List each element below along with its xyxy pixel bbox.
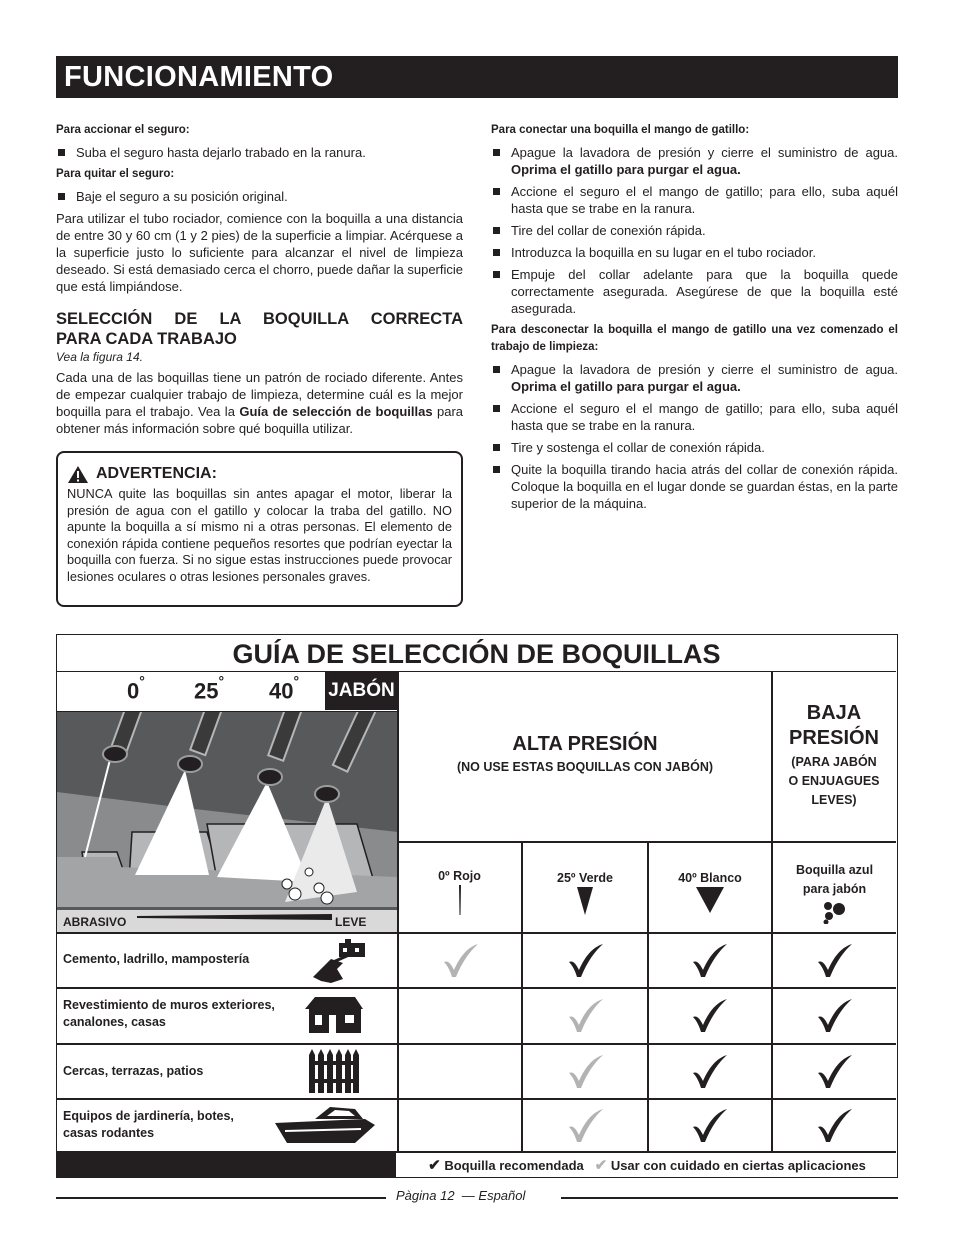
section-title: FUNCIONAMIENTO [64,60,334,93]
high-pressure-header [398,733,772,774]
zero-degree-spray-icon [455,885,465,915]
angle-header [57,671,398,712]
disconnect-label: Para desconectar la boquilla el mango de gatillo una vez comenzado el trabajo de limpieza: [491,324,898,353]
nozzle-25-green [523,843,647,933]
row-label-equipment: Equipos de jardinería, botes, casas rodantes [63,1109,234,1140]
connect-item: Introduzca la boquilla en su lugar en el tubo rociador. [491,244,898,261]
row-label-cement: Cemento, ladrillo, mampostería [63,952,250,966]
recommended-check-icon [814,1053,854,1089]
nozzle-0-red [398,843,521,933]
low-pressure-header [772,701,896,810]
low-pressure-title-2: PRESIÓN [788,727,880,749]
nozzle-soap-blue [773,843,896,933]
caution-check-icon [565,1053,605,1089]
legend-ok-text: Boquilla recomendada [444,1158,584,1173]
nozzle-25-label: 25º Verde [557,871,613,885]
caution-check-icon [565,1107,605,1143]
recommended-check-icon [565,942,605,978]
section-banner [56,56,898,98]
low-pressure-sub-3: LEVES) [811,793,857,807]
nozzle-40-white [649,843,771,933]
guide-title: GUÍA DE SELECCIÓN DE BOQUILLAS [57,635,896,672]
warning-body: NUNCA quite las boquillas sin antes apagar el motor, liberar la presión de agua con el gatillo y colocar la traba del gatillo. NO apunte la boquilla a sí mismo ni a otras personas. El elemento de conexión rápida contiene pequeños resortes que podrían eyectar la boquilla con fuerza. Si no sigue estas instrucciones puede provocar lesiones oculares o otras lesiones personales graves. [67,486,452,584]
row-label-siding: Revestimiento de muros exteriores, canalones, casas [63,998,275,1029]
connect-item: Apague la lavadora de presión y cierre el suministro de agua. Oprima el gatillo para purgar el agua. [491,144,898,178]
recommended-check-icon [814,997,854,1033]
right-column [491,122,898,517]
section-heading-line2: PARA CADA TRABAJO [56,330,237,348]
selection-text-b: para obtener más información sobre qué boquilla utilizar. [56,404,463,436]
low-pressure-sub-1: (PARA JABÓN [791,755,877,769]
trowel-brick-icon [309,939,369,983]
selection-paragraph [56,369,463,437]
warning-triangle-icon [67,465,89,484]
connect-item: Accione el seguro el el mango de gatillo; para ello, suba aquél hasta que se trabe en la ranura. [491,183,898,217]
connect-label: Para conectar una boquilla el mango de gatillo: [491,124,750,136]
twenty-five-degree-spray-icon [575,887,595,915]
caution-check-icon [565,997,605,1033]
warning-header [67,465,452,484]
usage-paragraph: Para utilizar el tubo rociador, comience con la boquilla a una distancia de entre 30 y 60 cm (1 y 2 pies) de la superficie a limpiar. Acérquese a la superficie justo lo suficiente para alcanzar el nivel de limpieza deseado. Si está demasiado cerca el chorro, puede dañar la superficie que está limpiándose. [56,211,463,294]
high-pressure-subtitle: (NO USE ESTAS BOQUILLAS CON JABÓN) [456,760,714,774]
forty-degree-spray-icon [696,887,724,913]
legend-bar [57,1152,396,1178]
connect-list [491,144,898,317]
disconnect-item: Tire y sostenga el collar de conexión rápida. [491,439,898,456]
recommended-check-icon [814,1107,854,1143]
ok-check-icon: ✔ [428,1157,441,1174]
row-label-fences: Cercas, terrazas, patios [63,1064,204,1078]
caution-check-icon: ✔ [594,1157,608,1174]
connect-item: Tire del collar de conexión rápida. [491,222,898,239]
boat-icon [275,1105,375,1145]
recommended-check-icon [689,1053,729,1089]
footer-text [396,1188,525,1203]
angle-25: 25° [194,673,225,704]
angle-0: 0° [127,673,145,704]
page-number: Pàgina 12 [396,1188,455,1203]
low-pressure-title-1: BAJA [806,702,862,724]
spray-illustration [57,712,398,932]
nozzle-0-label: 0º Rojo [438,869,481,883]
section-heading-line1: SELECCIÓN DE LA BOQUILLA CORRECTA [56,310,463,328]
disconnect-item: Quite la boquilla tirando hacia atrás del collar de conexión rápida. Coloque la boquilla en el lugar donde se guardan éstas, en la parte superior de la máquina. [491,461,898,512]
disconnect-list [491,361,898,512]
soap-nozzle-label-2: para jabón [802,882,867,896]
disconnect-item: Accione el seguro el el mango de gatillo; para ello, suba aquél hasta que se trabe en la ranura. [491,400,898,434]
warning-box [56,451,463,607]
recommended-check-icon [814,942,854,978]
lock-label: Para accionar el seguro: [56,124,190,136]
recommended-check-icon [689,997,729,1033]
warning-title: ADVERTENCIA: [96,465,217,483]
nozzle-40-label: 40º Blanco [678,871,742,885]
legend [398,1153,896,1177]
high-pressure-title: ALTA PRESIÓN [512,733,658,755]
fence-icon [309,1049,359,1093]
nozzle-selection-guide [56,634,898,1178]
connect-item: Empuje del collar adelante para que la boquilla quede correctamente asegurada. Asegúrese de que la boquilla esté asegurada. [491,266,898,317]
disconnect-item: Apague la lavadora de presión y cierre el suministro de agua. Oprima el gatillo para purgar el agua. [491,361,898,395]
soap-bubbles-icon [820,900,850,924]
recommended-check-icon [689,942,729,978]
scale-left-label: ABRASIVO [63,915,127,929]
caution-check-icon [440,942,480,978]
soap-nozzle-label-1: Boquilla azul [795,863,874,877]
left-column [56,122,463,442]
low-pressure-sub-2: O ENJUAGUES [788,774,880,788]
legend-caution-text: Usar con cuidado en ciertas aplicaciones [610,1158,866,1173]
selection-text-bold: Guía de selección de boquillas [239,404,433,419]
scale-right-label: LEVE [335,915,367,929]
unlock-item: Baje el seguro a su posición original. [56,188,463,205]
unlock-label: Para quitar el seguro: [56,168,175,180]
house-icon [301,993,365,1035]
language-label: — Español [461,1188,526,1203]
recommended-check-icon [689,1107,729,1143]
lock-item: Suba el seguro hasta dejarlo trabado en la ranura. [56,144,463,161]
selection-text-a: Cada una de las boquillas tiene un patrón de rociado diferente. Antes de empezar cualquier trabajo de limpieza, determine cuál es la mejor boquilla para el trabajo. Vea la [56,370,463,419]
angle-40: 40° [269,673,300,704]
soap-label: JABÓN [325,671,398,710]
figure-reference: Vea la figura 14. [56,350,143,364]
